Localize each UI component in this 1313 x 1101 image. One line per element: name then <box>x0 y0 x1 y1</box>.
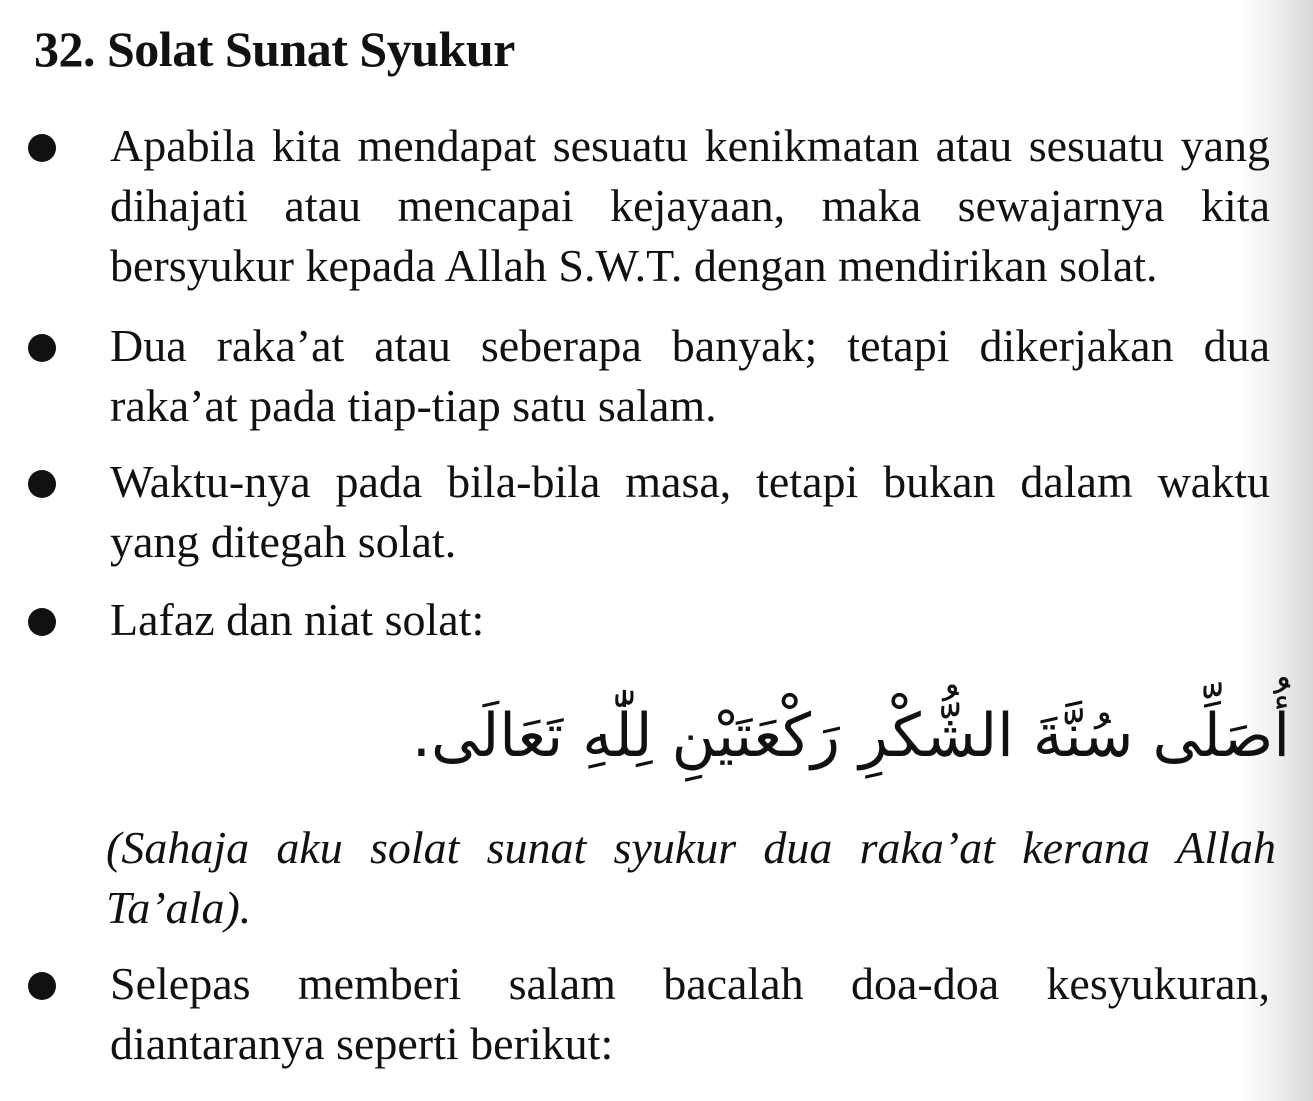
list-item-text <box>110 116 1270 296</box>
list-item-text <box>110 316 1270 436</box>
text-line: raka’at pada tiap-tiap satu salam. <box>110 380 717 431</box>
text-line: Dua raka’at atau seberapa banyak; tetapi dikerjakan dua <box>110 320 1270 371</box>
text-line: Ta’ala). <box>106 882 252 933</box>
list-item-text <box>110 452 1270 572</box>
text-line: (Sahaja aku solat sunat syukur dua raka’at kerana Allah <box>106 822 1276 873</box>
bullet-icon <box>28 972 56 1000</box>
bullet-icon <box>28 470 56 498</box>
text-line: yang ditegah solat. <box>110 516 457 567</box>
text-line: Apabila kita mendapat sesuatu kenikmatan atau sesuatu yang <box>110 120 1270 171</box>
text-line: Lafaz dan niat solat: <box>110 594 485 645</box>
bullet-icon <box>28 334 56 362</box>
text-line: Waktu-nya pada bila-bila masa, tetapi bukan dalam waktu <box>110 456 1270 507</box>
list-item-text <box>110 590 1270 650</box>
text-line: Selepas memberi salam bacalah doa-doa kesyukuran, <box>110 958 1270 1009</box>
text-line: dihajati atau mencapai kejayaan, maka sewajarnya kita <box>110 180 1270 231</box>
bullet-icon <box>28 134 56 162</box>
text-line: diantaranya seperti berikut: <box>110 1018 614 1069</box>
section-title: 32. Solat Sunat Syukur <box>34 21 515 77</box>
text-line: bersyukur kepada Allah S.W.T. dengan mendirikan solat. <box>110 240 1158 291</box>
niat-arabic-text: أُصَلِّى سُنَّةَ الشُّكْرِ رَكْعَتَيْنِ لِلّٰهِ تَعَالَى. <box>411 701 1290 771</box>
niat-translation <box>106 818 1276 938</box>
list-item-text <box>110 954 1270 1074</box>
bullet-icon <box>28 608 56 636</box>
